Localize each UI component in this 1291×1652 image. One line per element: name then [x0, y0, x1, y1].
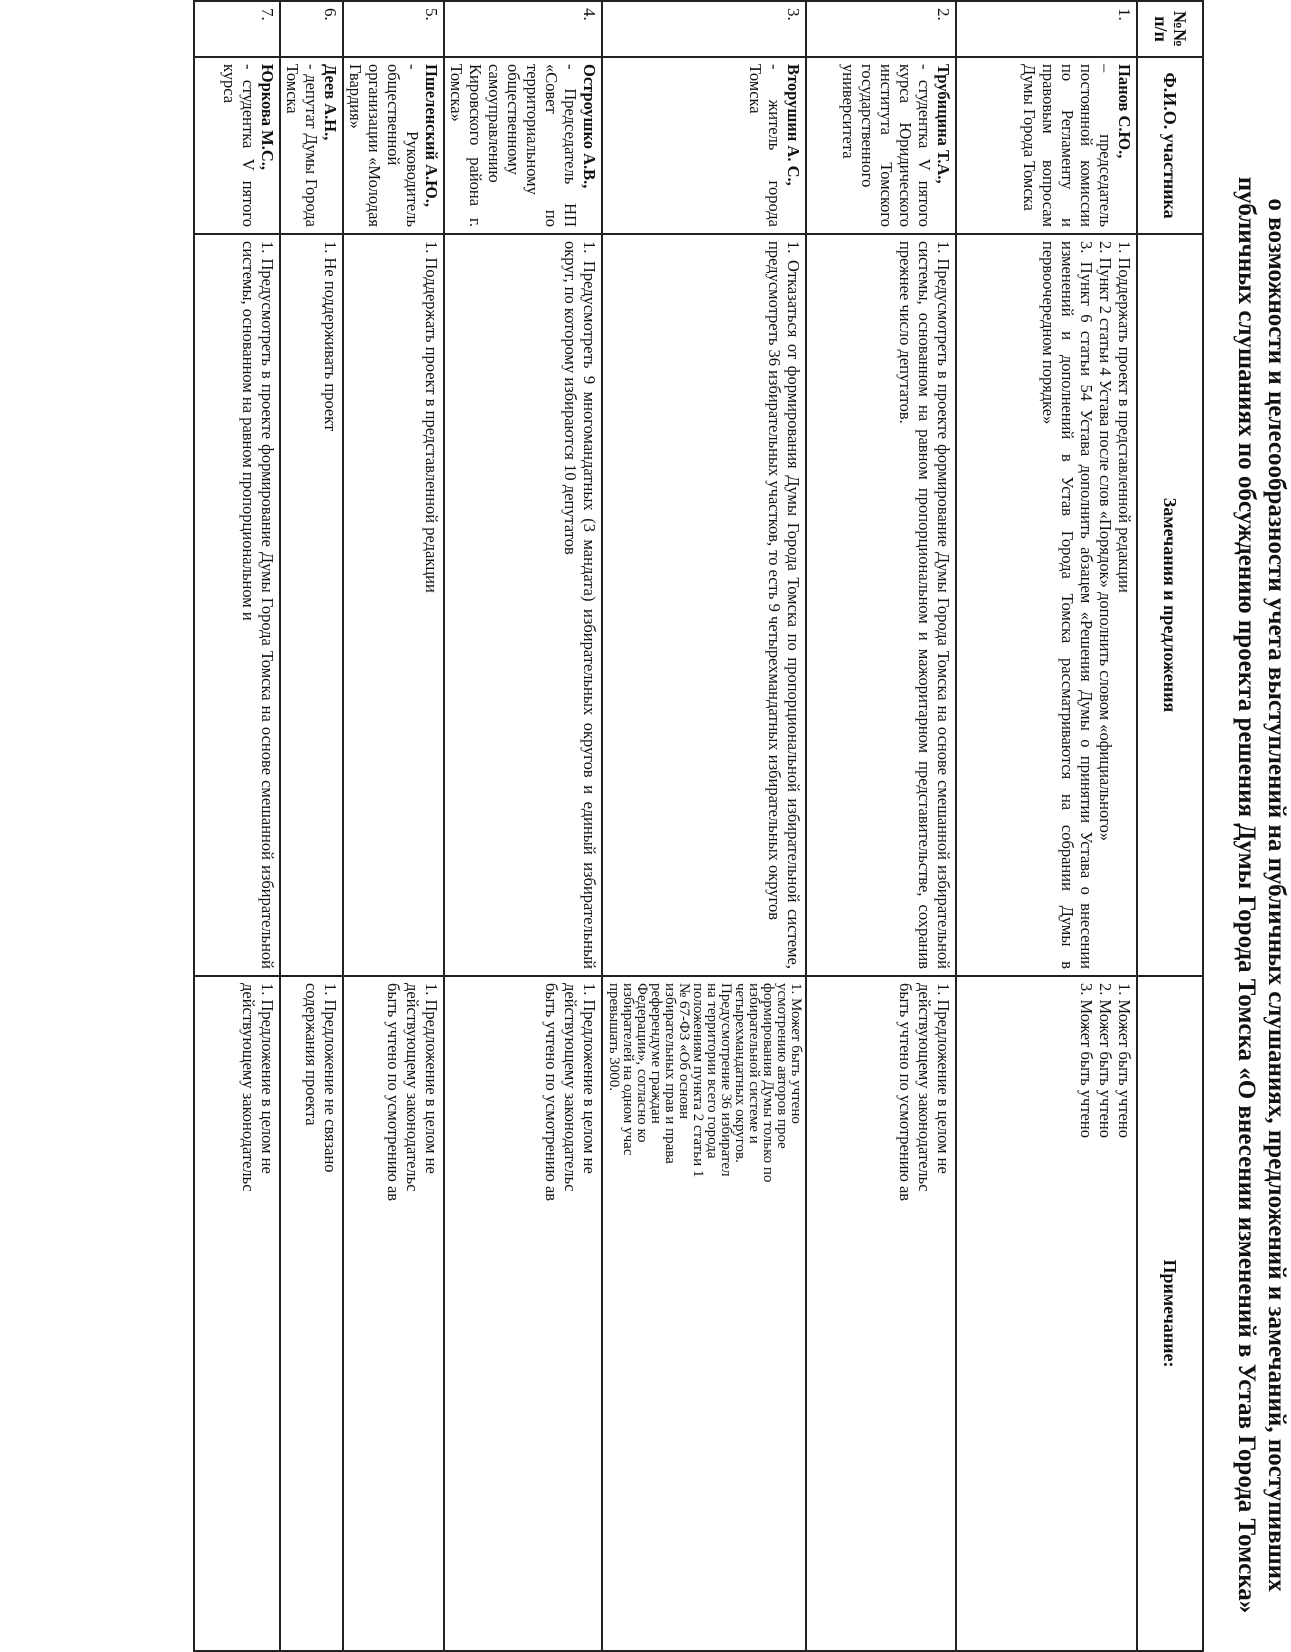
- note-line: Предусмотрение 36 избирател: [718, 983, 734, 1177]
- participant-cell: [444, 57, 602, 234]
- header-line-1: о возможности и целесообразности учета выступлений на публичных слушаниях, предложений и замечаний, поступивших: [1263, 198, 1290, 1592]
- note-line: действующему законодательс: [561, 983, 580, 1192]
- note-line: 1. Предложение в целом не: [934, 983, 953, 1174]
- participant-cell: [806, 57, 956, 234]
- notes-cell: [280, 976, 343, 1651]
- proposals-cell: [444, 234, 602, 976]
- note-line: 1. Может быть учтено: [1115, 983, 1134, 1138]
- participant-cell: [194, 57, 280, 234]
- table-row: [444, 1, 602, 1651]
- participant-name: Пшеленский А.Ю.,: [422, 64, 441, 208]
- proposal-item: 3. Пункт 6 статьи 54 Устава дополнить абзацем «Решения Думы о принятии Устава о внесении изменений и дополнений в Устав Города Томска рассматриваются на собрании Думы в первоочередном порядке»: [1039, 241, 1096, 969]
- proposals-cell: [194, 234, 280, 976]
- row-number: 4.: [444, 1, 602, 57]
- notes-cell: [343, 976, 444, 1651]
- participant-name: Юркова М.С.,: [258, 64, 277, 171]
- proposal-item: 1. Предусмотреть в проекте формирование Думы Города Томска на основе смешанной избирательной системы, основанном на равном пропорциональном и: [239, 241, 277, 969]
- participant-name: Трубицина Т.А.,: [934, 64, 953, 184]
- row-number: 7.: [194, 1, 280, 57]
- column-header-proposals: Замечания и предложения: [1137, 234, 1203, 976]
- column-header-notes: Примечание:: [1137, 976, 1203, 1651]
- participant-role: - Руководитель общественной организации «Молодая Гвардия»: [346, 64, 422, 227]
- notes-cell: [956, 976, 1137, 1651]
- participant-name: Вторушин А. С.,: [784, 64, 803, 186]
- note-line: быть учтено по усмотрению ав: [896, 983, 915, 1202]
- note-line: 1. Предложение не связано: [321, 983, 340, 1173]
- proposals-cell: [806, 234, 956, 976]
- column-header-name: Ф.И.О. участника: [1137, 57, 1203, 234]
- header-line-2: публичных слушаниях по обсуждению проекта решения Думы Города Томска «О внесении изменений в Устав Города Томска»: [1233, 176, 1260, 1614]
- table-row: [602, 1, 806, 1651]
- proposal-item: 1. Не поддерживать проект: [321, 241, 340, 432]
- participant-name: Остроушко А.В.,: [580, 64, 599, 189]
- note-line: действующему законодательс: [403, 983, 422, 1192]
- row-number: 1.: [956, 1, 1137, 57]
- note-line: формирования Думы только по: [760, 983, 776, 1183]
- participant-cell: [956, 57, 1137, 234]
- note-line: превышать 3000.: [606, 983, 622, 1092]
- note-line: № 67-ФЗ «Об основн: [676, 983, 692, 1120]
- proposal-item: 1. Предусмотреть 9 многомандатных (3 мандата) избирательных округов и единый избирательный округ, по которому избираются 10 депутатов: [561, 241, 599, 969]
- participant-role: - студентка V пятого курса: [220, 64, 258, 227]
- notes-cell: [194, 976, 280, 1651]
- participant-role: – председатель постоянной комиссии по Регламенту и правовым вопросам Думы Города Томска: [1020, 64, 1115, 227]
- proposals-cell: [602, 234, 806, 976]
- row-number: 6.: [280, 1, 343, 57]
- proposals-cell: [280, 234, 343, 976]
- column-header-num: №№ п/п: [1137, 1, 1203, 57]
- proposal-item: 1. Поддержать проект в представленной редакции: [422, 241, 441, 593]
- note-line: 2. Может быть учтено: [1096, 983, 1115, 1138]
- table-row: [194, 1, 280, 1651]
- participant-role: - житель города Томска: [746, 64, 784, 227]
- notes-cell: [602, 976, 806, 1651]
- note-line: быть учтено по усмотрению ав: [384, 983, 403, 1202]
- proposals-cell: [956, 234, 1137, 976]
- table-row: [956, 1, 1137, 1651]
- note-line: референдуме граждан: [648, 983, 664, 1124]
- table-row: [343, 1, 444, 1651]
- note-line: 1. Предложение в целом не: [580, 983, 599, 1174]
- note-line: действующему законодательс: [915, 983, 934, 1192]
- row-number: 5.: [343, 1, 444, 57]
- table-row: [806, 1, 956, 1651]
- note-line: 1. Может быть учтено: [788, 983, 804, 1124]
- proposals-table: [193, 0, 1204, 1652]
- participant-name: Панов С.Ю.,: [1115, 64, 1134, 159]
- note-line: Федерации», согласно ко: [634, 983, 650, 1143]
- note-line: 3. Может быть учтено: [1077, 983, 1096, 1138]
- note-line: усмотрению авторов прое: [774, 983, 790, 1149]
- table-header-row: [1137, 1, 1203, 1651]
- notes-cell: [806, 976, 956, 1651]
- note-line: избирательных прав и права: [662, 983, 678, 1164]
- note-line: 1. Предложение в целом не: [258, 983, 277, 1174]
- row-number: 2.: [806, 1, 956, 57]
- participant-cell: [343, 57, 444, 234]
- proposal-item: 1. Отказаться от формирования Думы Города Томска по пропорциональной избирательной системе, предусмотреть 36 избирательных участков, то есть 9 четырехмандатных избирательных округов: [765, 241, 803, 969]
- note-line: на территории всего города: [704, 983, 720, 1159]
- proposal-item: 2. Пункт 2 статьи 4 Устава после слов «Порядок» дополнить словом «официального»: [1096, 241, 1115, 842]
- note-line: быть учтено по усмотрению ав: [542, 983, 561, 1202]
- note-line: содержания проекта: [302, 983, 321, 1126]
- row-number: 3.: [602, 1, 806, 57]
- table-row: [280, 1, 343, 1651]
- note-line: положениям пункта 2 статьи 1: [690, 983, 706, 1178]
- note-line: действующему законодательс: [239, 983, 258, 1192]
- proposal-item: 1. Поддержать проект в представленной редакции: [1115, 241, 1134, 593]
- participant-cell: [602, 57, 806, 234]
- note-line: избирателей на одном учас: [620, 983, 636, 1156]
- participant-role: - депутат Думы Города Томска: [283, 64, 321, 227]
- proposals-cell: [343, 234, 444, 976]
- proposal-item: 1. Предусмотреть в проекте формирование Думы Города Томска на основе смешанной избирательной системы, основанном на равном пропорциональном и мажоритарном представительстве, сохранив прежнее число депутатов.: [896, 241, 953, 969]
- note-line: четырехмандатных округов.: [732, 983, 748, 1163]
- note-line: 1. Предложение в целом не: [422, 983, 441, 1174]
- participant-cell: [280, 57, 343, 234]
- participant-role: - Председатель НП «Совет по территориальному общественному самоуправлению Кировского района г. Томска»: [447, 64, 580, 227]
- notes-cell: [444, 976, 602, 1651]
- note-line: избирательной системе и: [746, 983, 762, 1144]
- participant-name: Деев А.Н.,: [321, 64, 340, 141]
- participant-role: - студентка V пятого курса Юридического института Томского государственного университета: [839, 64, 934, 227]
